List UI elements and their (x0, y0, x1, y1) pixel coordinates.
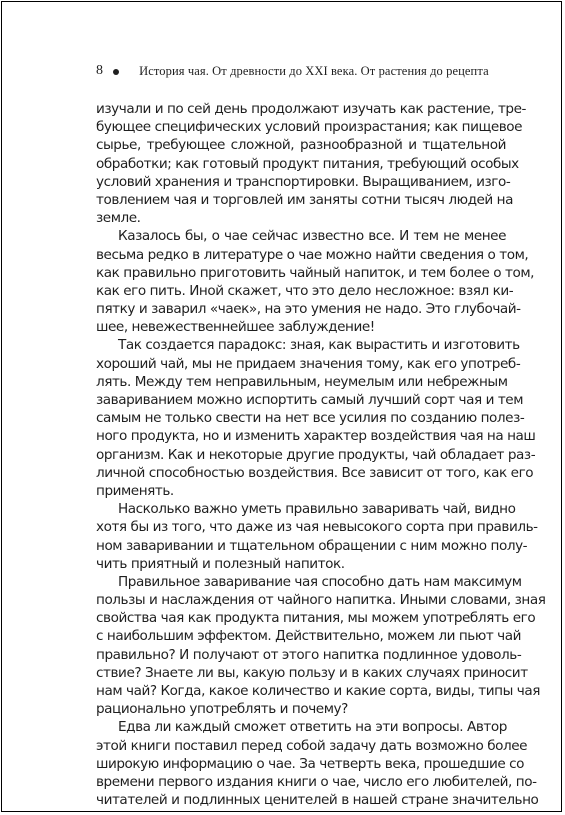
text-line: пятку и заварил «чаек», на это умения не надо. Это глубочай- (96, 301, 521, 318)
text-line: пользы и наслаждения от чайного напитка. Иными словами, зная (96, 592, 546, 609)
text-line: весьма редко в литературе о чае можно найти сведения о том, (96, 246, 529, 263)
text-line: применять. (96, 482, 174, 499)
text-line: свойства чая как продукта питания, мы можем употреблять его (96, 610, 536, 627)
text-line: Так создается парадокс: зная, как вырастить и изготовить (118, 337, 520, 354)
text-line: чить приятный и полезный напиток. (96, 555, 345, 572)
text-line: хотя бы из того, что даже из чая невысокого сорта при правиль- (96, 519, 538, 536)
text-line: шее, невежественнейшее заблуждение! (96, 319, 375, 336)
text-line: изучали и по сей день продолжают изучать как растение, тре- (96, 101, 526, 117)
running-title: История чая. От древности до XXI века. От растения до рецепта (139, 63, 489, 78)
text-line: обработки; как готовый продукт питания, требующий особых (96, 155, 519, 172)
text-line: самым не только свести на нет все усилия по созданию полез- (96, 410, 525, 427)
text-line: ного продукта, но и изменить характер воздействия чая на наш (96, 428, 536, 445)
text-line: Насколько важно уметь правильно заваривать чай, видно (118, 501, 516, 518)
page-frame (1, 1, 562, 812)
text-line: Казалось бы, о чае сейчас известно все. И тем не менее (118, 228, 506, 245)
page-number: 8 (96, 63, 104, 78)
text-line: личной способностью воздействия. Все зависит от того, как его (96, 464, 534, 481)
text-line: товлением чая и торговлей им заняты сотни тысяч людей на (96, 191, 514, 208)
running-head (96, 60, 506, 82)
body-text (96, 100, 546, 809)
text-line: как правильно приготовить чайный напиток, и тем более о том, (96, 264, 535, 281)
text-line: читателей и подлинных ценителей в нашей стране значительно (96, 792, 539, 809)
text-line: завариванием можно испортить самый лучший сорт чая и тем (96, 392, 524, 408)
text-line: времени первого издания книги о чае, число его любителей, по- (96, 773, 537, 790)
text-line: земле. (96, 210, 141, 227)
text-line: этой книги поставил перед собой задачу дать возможно более (96, 737, 528, 754)
text-line: ном заваривании и тщательном обращении с ним можно полу- (96, 537, 528, 554)
text-line: Правильное заваривание чая способно дать нам максимум (118, 573, 522, 590)
bullet-separator (113, 69, 119, 75)
text-line: хороший чай, мы не придаем значения тому, как его употреб- (96, 355, 521, 372)
text-line: широкую информацию о чае. За четверть века, прошедшие со (96, 755, 525, 772)
text-line: нам чай? Когда, какое количество и какие сорта, виды, типы чая (96, 683, 540, 699)
text-line: сырье, требующее сложной, разнообразной и тщательной (96, 137, 506, 154)
text-line: условий хранения и транспортировки. Выращиванием, изго- (96, 173, 511, 190)
text-line: организм. Как и некоторые другие продукты, чай обладает раз- (96, 446, 536, 463)
text-line: рационально употреблять и почему? (96, 701, 348, 718)
text-line: ствие? Знаете ли вы, какую пользу и в каких случаях приносит (96, 664, 528, 681)
text-line: как его пить. Иной скажет, что это дело несложное: взял ки- (96, 282, 514, 299)
text-line: правильно? И получают от этого напитка подлинное удоволь- (96, 646, 522, 663)
text-line: Едва ли каждый сможет ответить на эти вопросы. Автор (118, 719, 507, 736)
text-line: лять. Между тем неправильным, неумелым или небрежным (96, 373, 508, 390)
text-line: бующее специфических условий произрастания; как пищевое (96, 119, 523, 136)
text-line: с наибольшим эффектом. Действительно, можем ли пьют чай (96, 628, 522, 645)
